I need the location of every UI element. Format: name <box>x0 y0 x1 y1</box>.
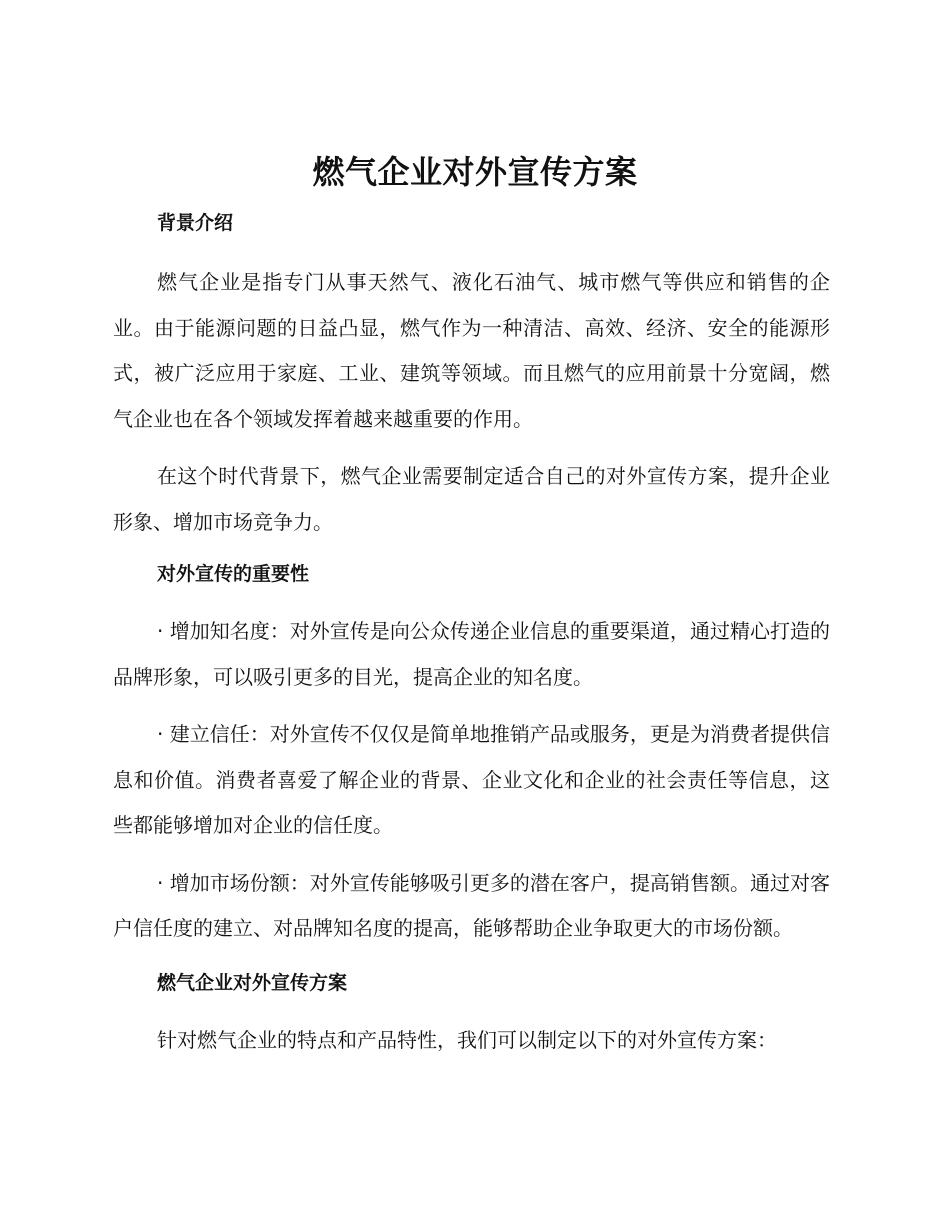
document-title: 燃气企业对外宣传方案 <box>312 153 638 191</box>
document-body <box>113 198 830 1063</box>
bullet-paragraph: · 增加市场份额：对外宣传能够吸引更多的潜在客户，提高销售额。通过对客户信任度的建立、对品牌知名度的提高，能够帮助企业争取更大的市场份额。 <box>113 870 830 940</box>
section-heading-background: 背景介绍 <box>157 212 234 234</box>
paragraph: 燃气企业是指专门从事天然气、液化石油气、城市燃气等供应和销售的企业。由于能源问题的日益凸显，燃气作为一种清洁、高效、经济、安全的能源形式，被广泛应用于家庭、工业、建筑等领域。而且燃气的应用前景十分宽阔，燃气企业也在各个领域发挥着越来越重要的作用。 <box>113 270 830 431</box>
bullet-paragraph: · 增加知名度：对外宣传是向公众传递企业信息的重要渠道，通过精心打造的品牌形象，可以吸引更多的目光，提高企业的知名度。 <box>113 619 830 689</box>
section-heading-importance: 对外宣传的重要性 <box>157 563 310 585</box>
paragraph: 针对燃气企业的特点和产品特性，我们可以制定以下的对外宣传方案： <box>157 1027 777 1052</box>
paragraph: 在这个时代背景下，燃气企业需要制定适合自己的对外宣传方案，提升企业形象、增加市场竞争力。 <box>113 464 830 534</box>
section-heading-plan: 燃气企业对外宣传方案 <box>157 971 348 994</box>
bullet-paragraph: · 建立信任：对外宣传不仅仅是简单地推销产品或服务，更是为消费者提供信息和价值。消费者喜爱了解企业的背景、企业文化和企业的社会责任等信息，这些都能够增加对企业的信任度。 <box>113 722 830 837</box>
